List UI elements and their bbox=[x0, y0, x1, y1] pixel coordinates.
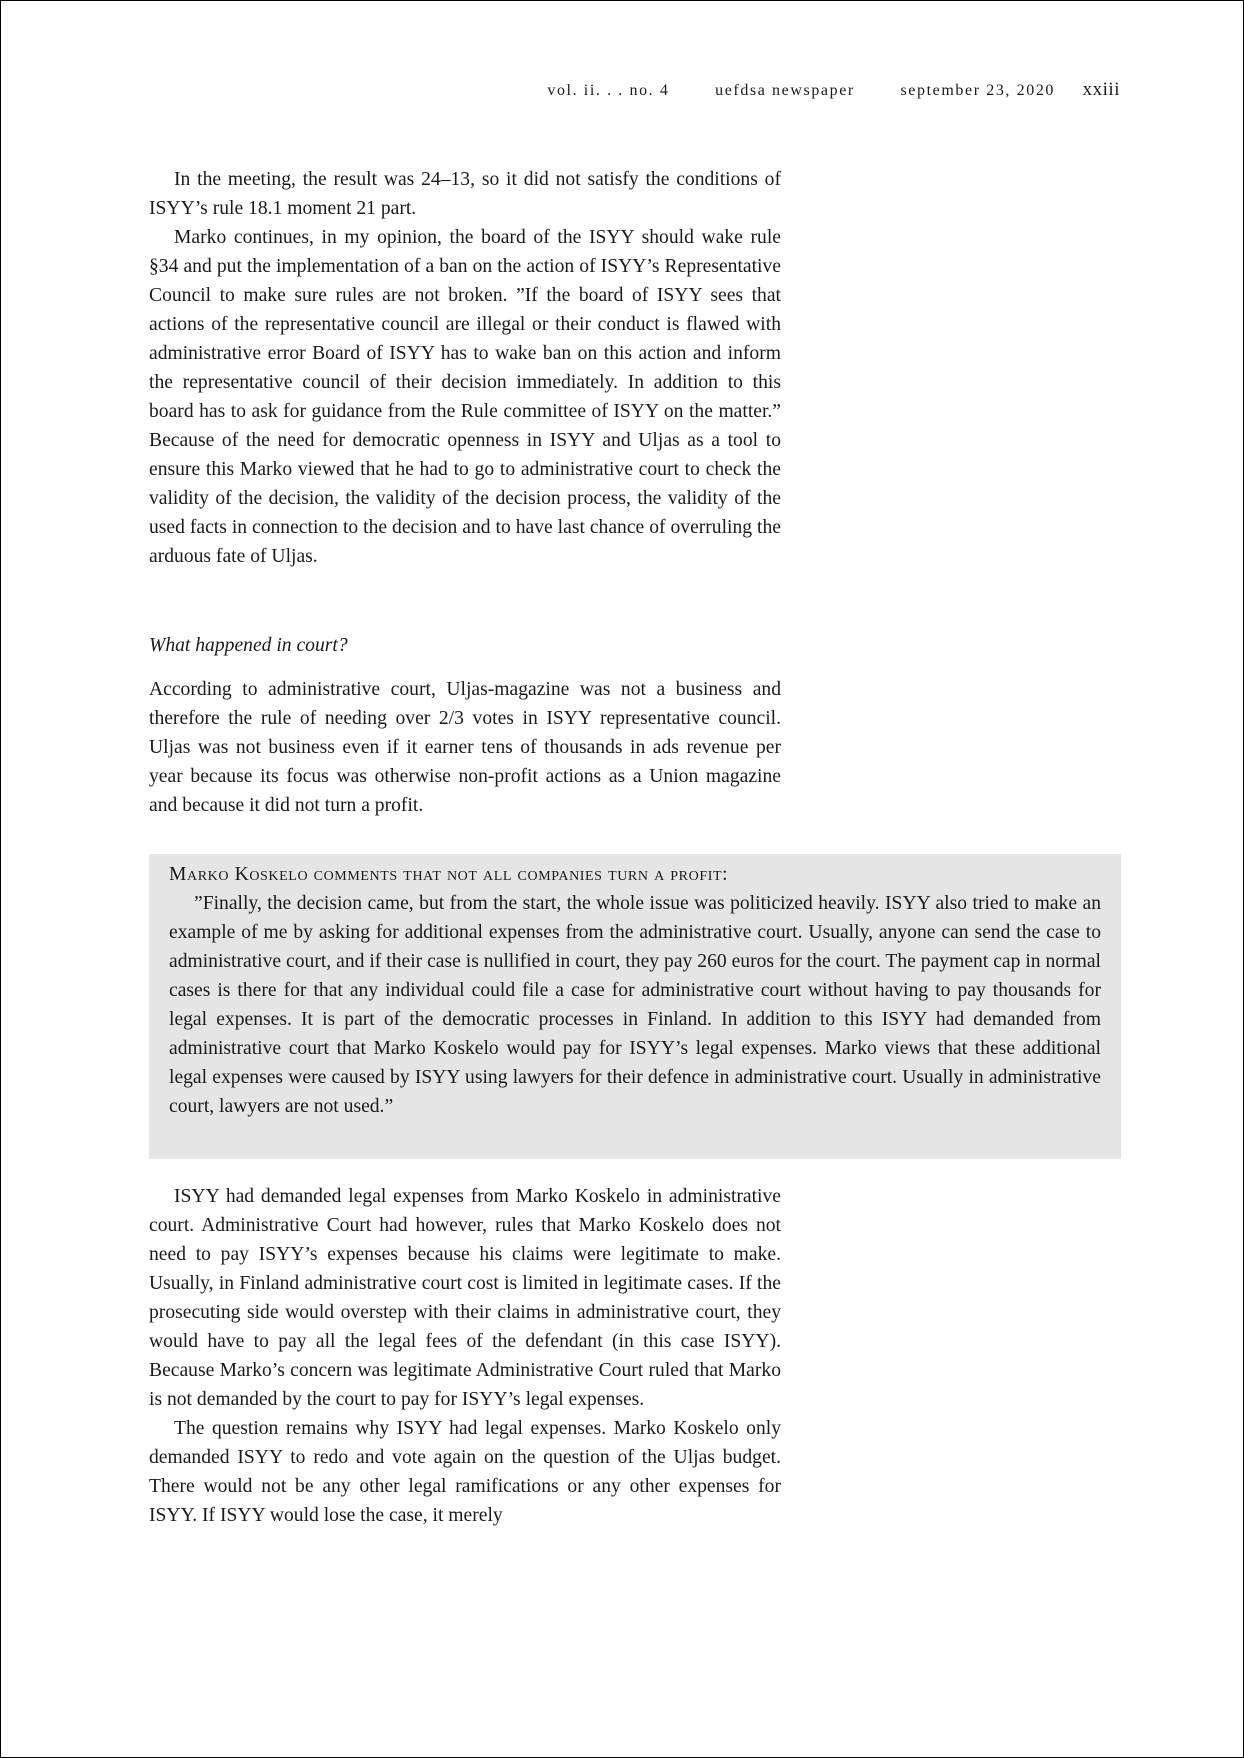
paragraph: The question remains why ISYY had legal expenses. Marko Koskelo only demanded ISYY to redo and vote again on the question of the Uljas budget. There would not be any other legal ramifications or any other expenses for ISYY. If ISYY would lose the case, it merely bbox=[149, 1418, 781, 1526]
running-header bbox=[149, 79, 1120, 101]
article-section-2 bbox=[149, 675, 781, 820]
issue-date: september 23, 2020 bbox=[900, 82, 1056, 99]
section-heading: What happened in court? bbox=[149, 635, 348, 656]
paragraph: Marko continues, in my opinion, the board of the ISYY should wake rule §34 and put the implementation of a ban on the action of ISYY’s Representative Council to make sure rules are not broken. ”If the board of ISYY sees that actions of the representative council are illegal or their conduct is flawed with administrative error Board of ISYY has to wake ban on this action and inform the representative council of their decision immediately. In addition to this board has to ask for guidance from the Rule committee of ISYY on the matter.” Because of the need for democratic openness in ISYY and Uljas as a tool to ensure this Marko viewed that he had to go to administrative court to check the validity of the decision, the validity of the decision process, the validity of the used facts in connection to the decision and to have last chance of overruling the arduous fate of Uljas. bbox=[149, 227, 781, 567]
volume-issue: vol. ii. . . no. 4 bbox=[547, 82, 670, 99]
article-section-3 bbox=[149, 1182, 781, 1530]
newspaper-name: uefdsa newspaper bbox=[715, 82, 855, 99]
paragraph: In the meeting, the result was 24–13, so it did not satisfy the conditions of ISYY’s rule 18.1 moment 21 part. bbox=[149, 169, 781, 219]
quote-callout-box bbox=[149, 854, 1121, 1159]
paragraph: ISYY had demanded legal expenses from Marko Koskelo in administrative court. Administrative Court had however, rules that Marko Koskelo does not need to pay ISYY’s expenses because his claims were legitimate to make. Usually, in Finland administrative court cost is limited in legitimate cases. If the prosecuting side would overstep with their claims in administrative court, they would have to pay all the legal fees of the defendant (in this case ISYY). Because Marko’s concern was legitimate Administrative Court ruled that Marko is not demanded by the court to pay for ISYY’s legal expenses. bbox=[149, 1186, 781, 1410]
callout-title: Marko Koskelo comments that not all companies turn a profit: bbox=[169, 864, 729, 885]
page-number: xxiii bbox=[1082, 79, 1120, 100]
callout-quote: ”Finally, the decision came, but from the start, the whole issue was politicized heavily. ISYY also tried to make an example of me by asking for additional expenses from the administrative court. Usually, anyone can send the case to administrative court, and if their case is nullified in court, they pay 260 euros for the court. The payment cap in normal cases is there for that any individual could file a case for administrative court without having to pay thousands for legal expenses. It is part of the democratic processes in Finland. In addition to this ISYY had demanded from administrative court that Marko Koskelo would pay for ISYY’s legal expenses. Marko views that these additional legal expenses were caused by ISYY using lawyers for their defence in administrative court. Usually in administrative court, lawyers are not used.” bbox=[169, 893, 1101, 1117]
paragraph: According to administrative court, Uljas-magazine was not a business and therefore the rule of needing over 2/3 votes in ISYY representative council. Uljas was not business even if it earner tens of thousands in ads revenue per year because its focus was otherwise non-profit actions as a Union magazine and because it did not turn a profit. bbox=[149, 679, 781, 816]
article-section-1 bbox=[149, 165, 781, 571]
